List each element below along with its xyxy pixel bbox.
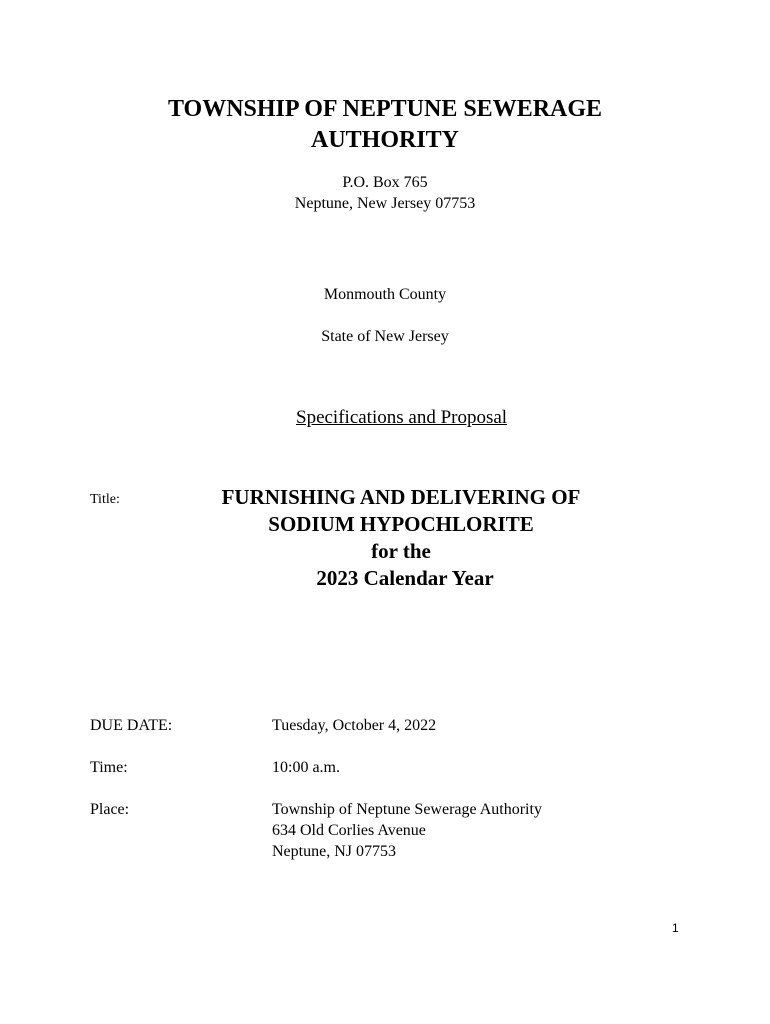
time-value: 10:00 a.m. [272,759,340,776]
organization-title-line1: TOWNSHIP OF NEPTUNE SEWERAGE [167,96,603,122]
project-title-line1: FURNISHING AND DELIVERING OF [221,485,581,509]
address-line2: Neptune, New Jersey 07753 [294,195,476,212]
time-label: Time: [90,759,128,776]
place-line2: 634 Old Corlies Avenue [272,822,426,839]
place-value [272,799,542,862]
mailing-address [0,172,770,214]
state-name: State of New Jersey [321,328,449,345]
due-date-value: Tuesday, October 4, 2022 [272,717,437,734]
section-heading: Specifications and Proposal [296,407,508,428]
county-name: Monmouth County [323,286,447,303]
address-line1: P.O. Box 765 [342,174,428,191]
project-title [196,484,606,592]
place-line3: Neptune, NJ 07753 [272,843,396,860]
place-label: Place: [90,801,130,818]
project-title-line2: SODIUM HYPOCHLORITE [268,512,534,536]
project-title-line3: for the [371,539,431,563]
place-line1: Township of Neptune Sewerage Authority [272,801,542,818]
due-date-label: DUE DATE: [90,717,173,734]
page-number: 1 [672,921,679,935]
project-title-line4: 2023 Calendar Year [316,566,494,590]
organization-title [0,94,770,156]
title-label: Title: [90,492,120,507]
organization-title-line2: AUTHORITY [310,127,460,153]
